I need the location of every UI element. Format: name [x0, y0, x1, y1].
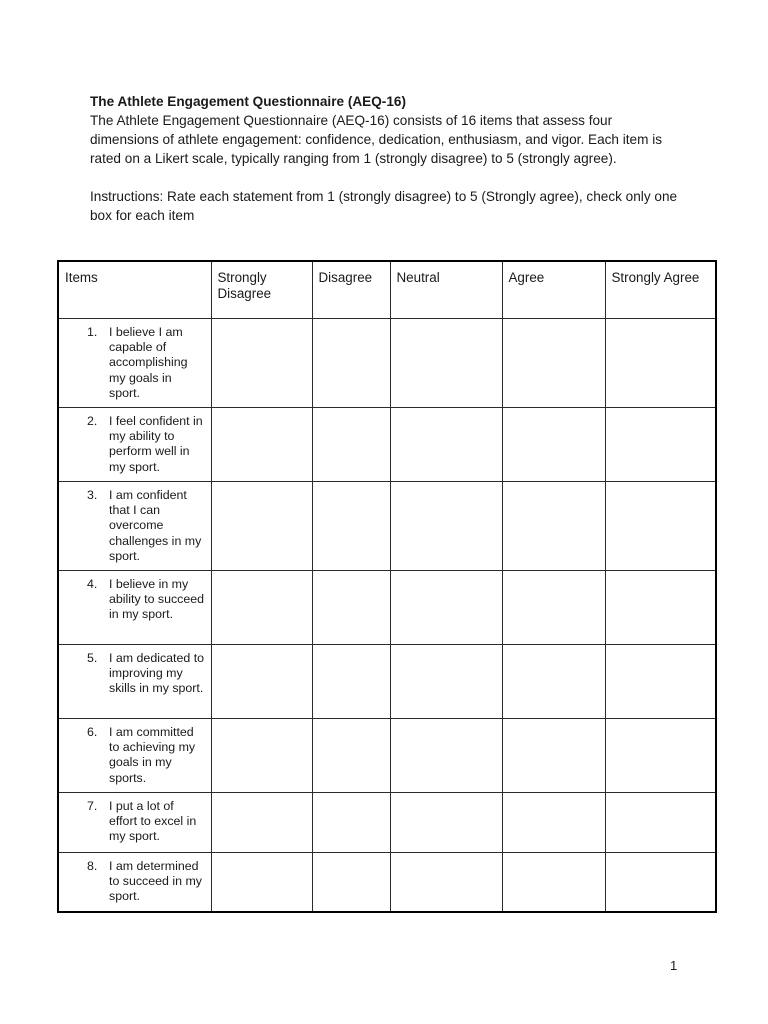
response-box-strongly-disagree[interactable]	[211, 853, 312, 912]
questionnaire-table	[57, 260, 717, 913]
response-box-agree[interactable]	[502, 719, 605, 793]
column-header-disagree: Disagree	[312, 261, 390, 319]
item-number: 4.	[87, 577, 98, 591]
table-header-row	[58, 261, 716, 319]
table-row	[58, 853, 716, 912]
item-number: 5.	[87, 651, 98, 665]
response-box-neutral[interactable]	[390, 793, 502, 853]
response-box-neutral[interactable]	[390, 719, 502, 793]
table-row	[58, 719, 716, 793]
item-text: I am dedicated to improving my skills in my sport.	[109, 651, 205, 696]
table-row	[58, 408, 716, 482]
table-row	[58, 482, 716, 571]
response-box-strongly-agree[interactable]	[605, 482, 716, 571]
response-box-strongly-disagree[interactable]	[211, 645, 312, 719]
item-number: 1.	[87, 325, 98, 339]
response-box-strongly-disagree[interactable]	[211, 319, 312, 408]
instructions-paragraph: Instructions: Rate each statement from 1 (strongly disagree) to 5 (Strongly agree), check only one box for each item	[90, 189, 678, 223]
response-box-strongly-disagree[interactable]	[211, 793, 312, 853]
response-box-strongly-agree[interactable]	[605, 571, 716, 645]
item-text: I believe in my ability to succeed in my sport.	[109, 577, 205, 622]
response-box-agree[interactable]	[502, 408, 605, 482]
response-box-neutral[interactable]	[390, 482, 502, 571]
column-header-strongly-disagree: Strongly Disagree	[211, 261, 312, 319]
item-cell	[58, 853, 211, 912]
intro-section	[90, 92, 680, 225]
column-header-items: Items	[58, 261, 211, 319]
document-title: The Athlete Engagement Questionnaire (AEQ-16)	[90, 94, 406, 109]
response-box-disagree[interactable]	[312, 319, 390, 408]
item-cell	[58, 319, 211, 408]
response-box-disagree[interactable]	[312, 482, 390, 571]
response-box-strongly-disagree[interactable]	[211, 482, 312, 571]
item-text: I believe I am capable of accomplishing my goals in sport.	[109, 325, 188, 400]
item-cell	[58, 645, 211, 719]
response-box-strongly-agree[interactable]	[605, 408, 716, 482]
item-text: I am confident that I can overcome challenges in my sport.	[109, 488, 202, 563]
response-box-strongly-agree[interactable]	[605, 645, 716, 719]
response-box-strongly-agree[interactable]	[605, 719, 716, 793]
item-number: 8.	[87, 859, 98, 873]
response-box-strongly-agree[interactable]	[605, 319, 716, 408]
item-number: 3.	[87, 488, 98, 502]
response-box-disagree[interactable]	[312, 645, 390, 719]
response-box-disagree[interactable]	[312, 793, 390, 853]
item-number: 2.	[87, 414, 98, 428]
response-box-disagree[interactable]	[312, 408, 390, 482]
item-text: I feel confident in my ability to perform well in my sport.	[109, 414, 203, 474]
table-row	[58, 645, 716, 719]
response-box-agree[interactable]	[502, 793, 605, 853]
table-row	[58, 793, 716, 853]
table-row	[58, 571, 716, 645]
item-cell	[58, 571, 211, 645]
response-box-agree[interactable]	[502, 482, 605, 571]
response-box-neutral[interactable]	[390, 571, 502, 645]
response-box-strongly-agree[interactable]	[605, 793, 716, 853]
response-box-agree[interactable]	[502, 645, 605, 719]
column-header-neutral: Neutral	[390, 261, 502, 319]
item-text: I am determined to succeed in my sport.	[109, 859, 202, 904]
response-box-strongly-disagree[interactable]	[211, 719, 312, 793]
response-box-neutral[interactable]	[390, 408, 502, 482]
page-number: 1	[670, 958, 678, 973]
item-cell	[58, 482, 211, 571]
item-number: 6.	[87, 725, 98, 739]
column-header-agree: Agree	[502, 261, 605, 319]
response-box-neutral[interactable]	[390, 319, 502, 408]
item-text: I am committed to achieving my goals in my sports.	[109, 725, 196, 785]
response-box-strongly-agree[interactable]	[605, 853, 716, 912]
response-box-agree[interactable]	[502, 853, 605, 912]
response-box-disagree[interactable]	[312, 853, 390, 912]
item-number: 7.	[87, 799, 98, 813]
response-box-disagree[interactable]	[312, 719, 390, 793]
response-box-neutral[interactable]	[390, 645, 502, 719]
description-paragraph: The Athlete Engagement Questionnaire (AEQ-16) consists of 16 items that assess four dimensions of athlete engagement: confidence, dedication, enthusiasm, and vigor. Each item is rated on a Likert scale, typically ranging from 1 (strongly disagree) to 5 (strongly agree).	[90, 113, 663, 166]
table-row	[58, 319, 716, 408]
item-cell	[58, 719, 211, 793]
item-text: I put a lot of effort to excel in my sport.	[109, 799, 197, 844]
response-box-strongly-disagree[interactable]	[211, 408, 312, 482]
response-box-strongly-disagree[interactable]	[211, 571, 312, 645]
column-header-strongly-agree: Strongly Agree	[605, 261, 716, 319]
response-box-agree[interactable]	[502, 319, 605, 408]
item-cell	[58, 793, 211, 853]
response-box-disagree[interactable]	[312, 571, 390, 645]
item-cell	[58, 408, 211, 482]
response-box-agree[interactable]	[502, 571, 605, 645]
response-box-neutral[interactable]	[390, 853, 502, 912]
